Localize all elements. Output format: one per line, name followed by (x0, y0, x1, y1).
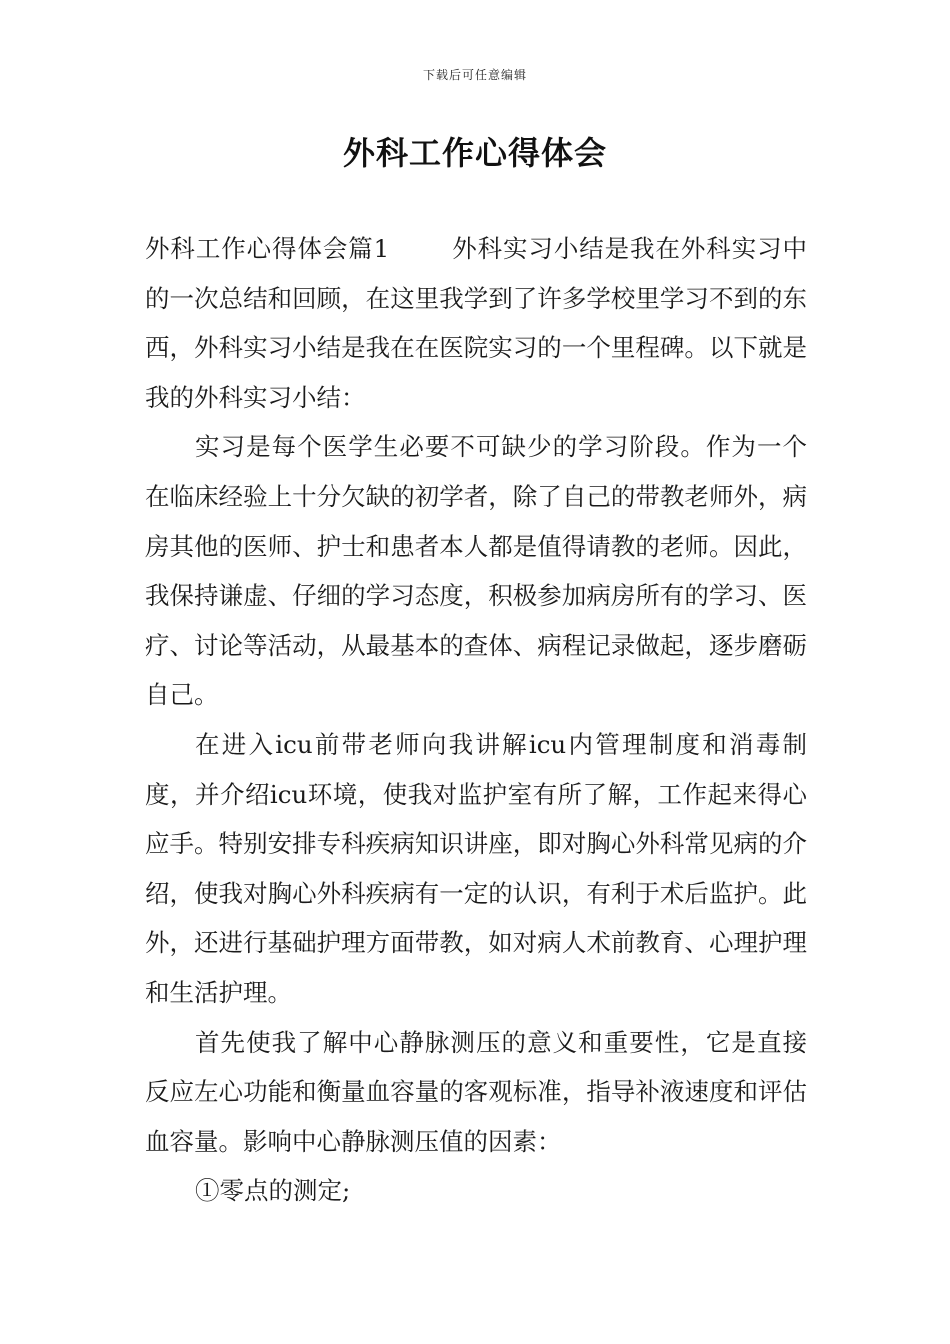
paragraph-central-venous-pressure: 首先使我了解中心静脉测压的意义和重要性，它是直接反应左心功能和衡量血容量的客观标准，指导补液速度和评估血容量。影响中心静脉测压值的因素： (145, 1027, 807, 1156)
list-item-zero-point: ①零点的测定; (195, 1176, 351, 1206)
section-heading: 外科工作心得体会篇1 (145, 234, 390, 263)
intro-text: 外科实习小结是我在外科实习中的一次总结和回顾，在这里我学到了许多学校里学习不到的东西，外科实习小结是我在在医院实习的一个里程碑。以下就是我的外科实习小结： (145, 234, 808, 412)
intro-paragraph (145, 224, 807, 422)
paragraph-icu-training: 在进入icu前带老师向我讲解icu内管理制度和消毒制度，并介绍icu环境，使我对监护室有所了解，工作起来得心应手。特别安排专科疾病知识讲座，即对胸心外科常见病的介绍，使我对胸心外科疾病有一定的认识，有利于术后监护。此外，还进行基础护理方面带教，如对病人术前教育、心理护理和生活护理。 (145, 729, 807, 1007)
document-body (145, 224, 807, 1216)
header-note: 下载后可任意编辑 (422, 68, 527, 82)
paragraph-internship-stage: 实习是每个医学生必要不可缺少的学习阶段。作为一个在临床经验上十分欠缺的初学者，除了自己的带教老师外，病房其他的医师、护士和患者本人都是值得请教的老师。因此，我保持谦虚、仔细的学习态度，积极参加病房所有的学习、医疗、讨论等活动，从最基本的查体、病程记录做起，逐步磨砺自己。 (145, 432, 807, 710)
document-title: 外科工作心得体会 (342, 134, 607, 172)
